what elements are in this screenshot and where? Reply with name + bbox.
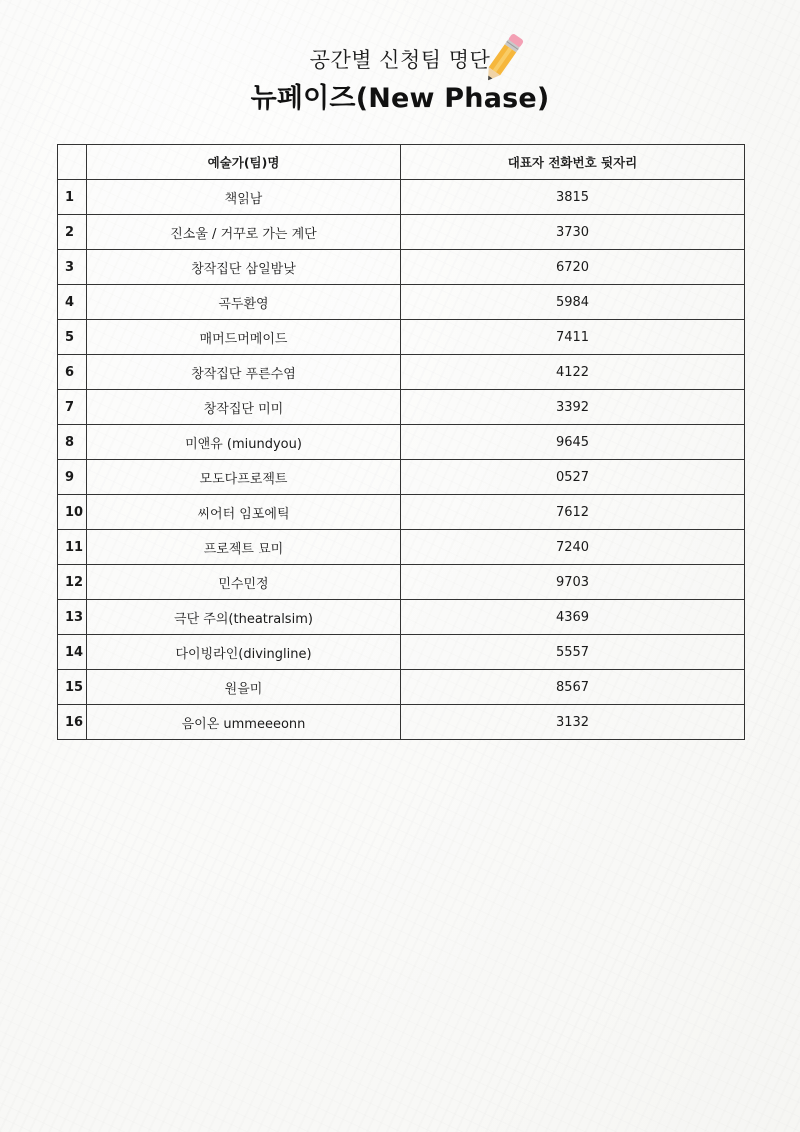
phone-last-digits: 7411 xyxy=(401,320,745,355)
phone-last-digits: 7612 xyxy=(401,495,745,530)
table-row xyxy=(58,180,745,215)
phone-last-digits: 3132 xyxy=(401,705,745,740)
table-row xyxy=(58,355,745,390)
row-index: 12 xyxy=(58,565,87,600)
artist-name: 창작집단 삼일밤낮 xyxy=(87,250,401,285)
row-index: 5 xyxy=(58,320,87,355)
page-title: 뉴페이즈(New Phase) xyxy=(250,83,550,114)
table-row xyxy=(58,460,745,495)
artist-name: 다이빙라인(divingline) xyxy=(87,635,401,670)
phone-last-digits: 0527 xyxy=(401,460,745,495)
phone-last-digits: 4369 xyxy=(401,600,745,635)
table-row xyxy=(58,250,745,285)
table-header-row xyxy=(58,145,745,180)
artist-name: 민수민정 xyxy=(87,565,401,600)
artist-name: 창작집단 푸른수염 xyxy=(87,355,401,390)
row-index: 10 xyxy=(58,495,87,530)
table-row xyxy=(58,565,745,600)
applicant-table xyxy=(57,144,745,740)
table-row xyxy=(58,425,745,460)
artist-name: 프로젝트 묘미 xyxy=(87,530,401,565)
table-row xyxy=(58,600,745,635)
artist-name: 책읽남 xyxy=(87,180,401,215)
row-index: 1 xyxy=(58,180,87,215)
artist-name: 매머드머메이드 xyxy=(87,320,401,355)
table-row xyxy=(58,390,745,425)
phone-last-digits: 7240 xyxy=(401,530,745,565)
pencil-icon xyxy=(480,30,526,88)
artist-name: 원을미 xyxy=(87,670,401,705)
phone-last-digits: 8567 xyxy=(401,670,745,705)
row-index: 16 xyxy=(58,705,87,740)
row-index: 3 xyxy=(58,250,87,285)
phone-last-digits: 3392 xyxy=(401,390,745,425)
table-row xyxy=(58,215,745,250)
phone-last-digits: 4122 xyxy=(401,355,745,390)
row-index: 7 xyxy=(58,390,87,425)
phone-last-digits: 9645 xyxy=(401,425,745,460)
artist-name: 음이온 ummeeeonn xyxy=(87,705,401,740)
table-row xyxy=(58,285,745,320)
row-index: 14 xyxy=(58,635,87,670)
artist-name: 창작집단 미미 xyxy=(87,390,401,425)
artist-name: 극단 주의(theatralsim) xyxy=(87,600,401,635)
phone-last-digits: 3730 xyxy=(401,215,745,250)
row-index: 11 xyxy=(58,530,87,565)
phone-column-header: 대표자 전화번호 뒷자리 xyxy=(401,145,745,180)
row-index: 13 xyxy=(58,600,87,635)
row-index: 2 xyxy=(58,215,87,250)
table-row xyxy=(58,705,745,740)
page-subtitle: 공간별 신청팀 명단 xyxy=(309,48,491,72)
phone-last-digits: 3815 xyxy=(401,180,745,215)
artist-name: 미앤유 (miundyou) xyxy=(87,425,401,460)
artist-name: 씨어터 임포에틱 xyxy=(87,495,401,530)
row-index: 9 xyxy=(58,460,87,495)
row-index: 15 xyxy=(58,670,87,705)
artist-name: 진소울 / 거꾸로 가는 계단 xyxy=(87,215,401,250)
table-row xyxy=(58,635,745,670)
table-row xyxy=(58,495,745,530)
artist-name: 곡두환영 xyxy=(87,285,401,320)
name-column-header: 예술가(팀)명 xyxy=(87,145,401,180)
phone-last-digits: 9703 xyxy=(401,565,745,600)
phone-last-digits: 5557 xyxy=(401,635,745,670)
table-row xyxy=(58,320,745,355)
row-index: 8 xyxy=(58,425,87,460)
row-index: 4 xyxy=(58,285,87,320)
artist-name: 모도다프로젝트 xyxy=(87,460,401,495)
phone-last-digits: 6720 xyxy=(401,250,745,285)
table-row xyxy=(58,530,745,565)
index-column-header xyxy=(58,145,87,180)
phone-last-digits: 5984 xyxy=(401,285,745,320)
row-index: 6 xyxy=(58,355,87,390)
table-row xyxy=(58,670,745,705)
